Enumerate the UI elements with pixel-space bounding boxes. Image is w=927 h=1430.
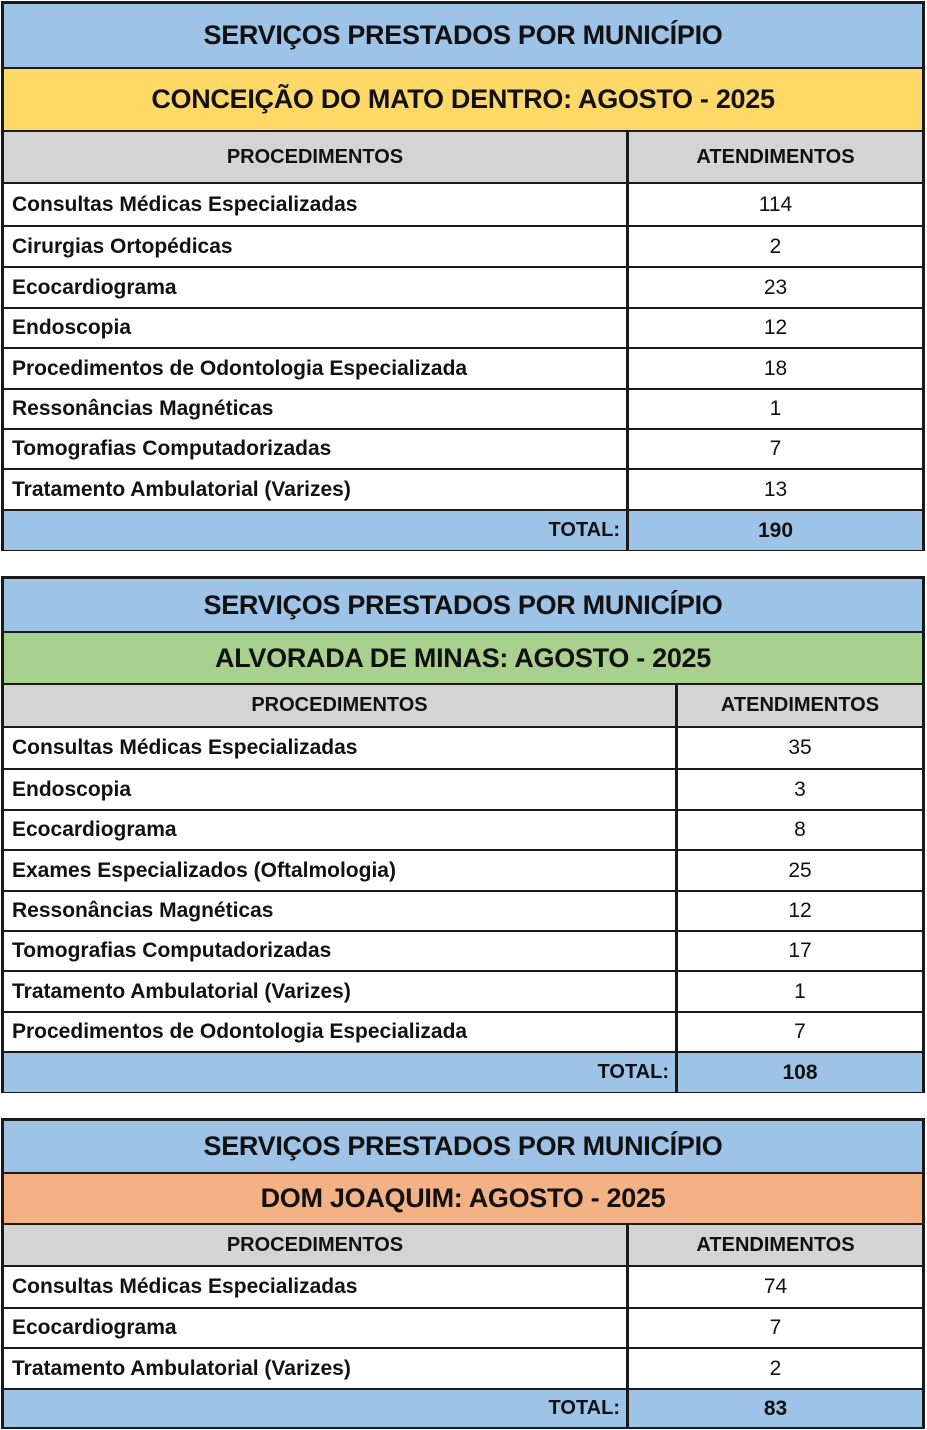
procedure-name: Tomografias Computadorizadas [4,430,629,468]
header-row [4,685,922,728]
procedure-name: Consultas Médicas Especializadas [4,184,629,225]
procedure-count: 2 [769,234,782,258]
table-row [4,390,922,430]
procedure-count: 8 [794,818,806,841]
total-row [4,511,922,550]
procedure-count: 17 [788,939,812,962]
table-row [4,1013,922,1053]
procedure-count: 12 [788,899,812,922]
table-row [4,1267,922,1309]
table-row [4,430,922,470]
total-label: TOTAL: [4,1053,678,1092]
procedure-name: Exames Especializados (Oftalmologia) [4,851,678,890]
procedure-name: Consultas Médicas Especializadas [4,728,678,768]
procedure-count: 23 [763,275,788,299]
table-row [4,227,922,268]
total-value: 190 [757,518,794,542]
municipality-banner: ALVORADA DE MINAS: AGOSTO - 2025 [4,633,922,685]
table-row [4,349,922,390]
table-row [4,184,922,227]
table-row [4,770,922,811]
header-procedures: PROCEDIMENTOS [4,132,629,182]
procedure-count: 7 [769,437,782,460]
procedure-name: Ecocardiograma [4,1309,629,1347]
table-row [4,309,922,349]
table-row [4,728,922,770]
total-row [4,1053,922,1092]
header-procedures: PROCEDIMENTOS [4,685,678,726]
header-row [4,132,922,184]
procedure-count: 1 [794,979,806,1003]
procedure-count: 7 [769,1316,782,1339]
procedure-count: 35 [788,736,812,759]
procedure-count: 3 [794,777,806,801]
total-label: TOTAL: [4,511,629,550]
table-row [4,811,922,851]
table-dom-joaquim [1,1118,925,1429]
total-row [4,1390,922,1427]
table-row [4,268,922,309]
procedure-count: 114 [758,192,793,216]
procedure-count: 13 [763,477,788,501]
procedure-count: 7 [794,1020,806,1043]
procedure-name: Tratamento Ambulatorial (Varizes) [4,470,629,509]
header-count: ATENDIMENTOS [696,1233,855,1256]
total-value: 83 [763,1396,788,1420]
procedure-name: Ecocardiograma [4,811,678,849]
table-alvorada-de-minas [1,576,925,1093]
table-title: SERVIÇOS PRESTADOS POR MUNICÍPIO [4,4,922,69]
procedure-name: Procedimentos de Odontologia Especializada [4,1013,678,1051]
total-label: TOTAL: [4,1390,629,1427]
header-procedures: PROCEDIMENTOS [4,1225,629,1265]
table-row [4,892,922,932]
table-row [4,972,922,1013]
table-row [4,851,922,892]
procedure-name: Tratamento Ambulatorial (Varizes) [4,972,678,1011]
procedure-name: Endoscopia [4,309,629,347]
procedure-count: 12 [763,316,788,339]
table-title: SERVIÇOS PRESTADOS POR MUNICÍPIO [4,579,922,633]
table-conceicao-do-mato-dentro [1,1,925,551]
procedure-count: 2 [769,1356,782,1380]
procedure-count: 25 [788,858,812,882]
procedure-count: 18 [763,356,788,380]
table-title: SERVIÇOS PRESTADOS POR MUNICÍPIO [4,1121,922,1174]
procedure-name: Tratamento Ambulatorial (Varizes) [4,1349,629,1388]
procedure-name: Ecocardiograma [4,268,629,307]
procedure-name: Endoscopia [4,770,678,809]
procedure-name: Consultas Médicas Especializadas [4,1267,629,1307]
total-value: 108 [782,1060,818,1084]
municipality-banner: CONCEIÇÃO DO MATO DENTRO: AGOSTO - 2025 [4,69,922,132]
procedure-name: Procedimentos de Odontologia Especializada [4,349,629,388]
procedure-name: Tomografias Computadorizadas [4,932,678,970]
procedure-count: 74 [763,1275,788,1298]
procedure-name: Cirurgias Ortopédicas [4,227,629,266]
procedure-count: 1 [769,397,782,420]
municipality-banner: DOM JOAQUIM: AGOSTO - 2025 [4,1174,922,1225]
procedure-name: Ressonâncias Magnéticas [4,892,678,930]
procedure-name: Ressonâncias Magnéticas [4,390,629,428]
table-row [4,470,922,511]
table-row [4,1349,922,1390]
header-count: ATENDIMENTOS [720,694,880,716]
table-row [4,1309,922,1349]
header-count: ATENDIMENTOS [696,145,855,168]
table-row [4,932,922,972]
header-row [4,1225,922,1267]
